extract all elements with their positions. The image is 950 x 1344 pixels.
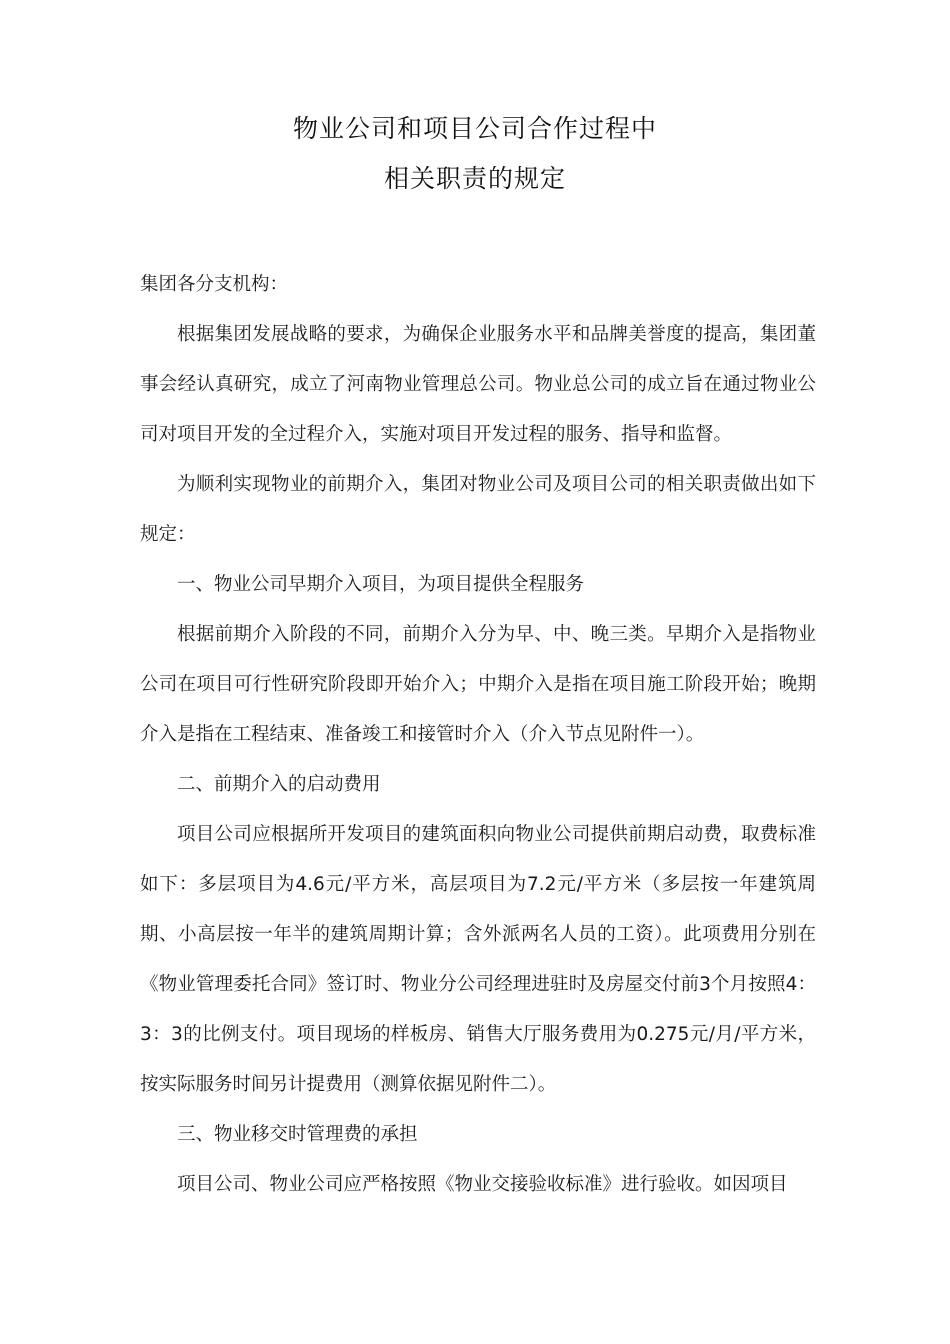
paragraph-purpose: 为顺利实现物业的前期介入，集团对物业公司及项目公司的相关职责做出如下规定： — [140, 474, 816, 545]
section-heading-2: 二、前期介入的启动费用 — [177, 774, 381, 795]
paragraph-section-2: 项目公司应根据所开发项目的建筑面积向物业公司提供前期启动费，取费标准如下：多层项目为4.6元/平方米，高层项目为7.2元/平方米（多层按一年建筑周期、小高层按一年半的建筑周期计算；含外派两名人员的工资）。此项费用分别在《物业管理委托合同》签订时、物业分公司经理进驻时及房屋交付前3个月按照4：3：3的比例支付。项目现场的样板房、销售大厅服务费用为0.275元/月/平方米，按实际服务时间另计提费用（测算依据见附件二）。 — [140, 824, 816, 1095]
paragraph-intro: 根据集团发展战略的要求，为确保企业服务水平和品牌美誉度的提高，集团董事会经认真研究，成立了河南物业管理总公司。物业总公司的成立旨在通过物业公司对项目开发的全过程介入，实施对项目开发过程的服务、指导和监督。 — [140, 324, 816, 445]
section-heading-1: 一、物业公司早期介入项目，为项目提供全程服务 — [177, 574, 585, 595]
paragraph-section-1: 根据前期介入阶段的不同，前期介入分为早、中、晚三类。早期介入是指物业公司在项目可行性研究阶段即开始介入；中期介入是指在项目施工阶段开始；晚期介入是指在工程结束、准备竣工和接管时介入（介入节点见附件一）。 — [140, 624, 816, 745]
salutation: 集团各分支机构： — [140, 274, 289, 295]
section-heading-3: 三、物业移交时管理费的承担 — [177, 1124, 418, 1145]
document-title-line2: 相关职责的规定 — [383, 164, 566, 193]
document-title-line1: 物业公司和项目公司合作过程中 — [292, 114, 657, 143]
paragraph-section-3: 项目公司、物业公司应严格按照《物业交接验收标准》进行验收。如因项目 — [177, 1174, 788, 1195]
document-body — [140, 260, 816, 1210]
